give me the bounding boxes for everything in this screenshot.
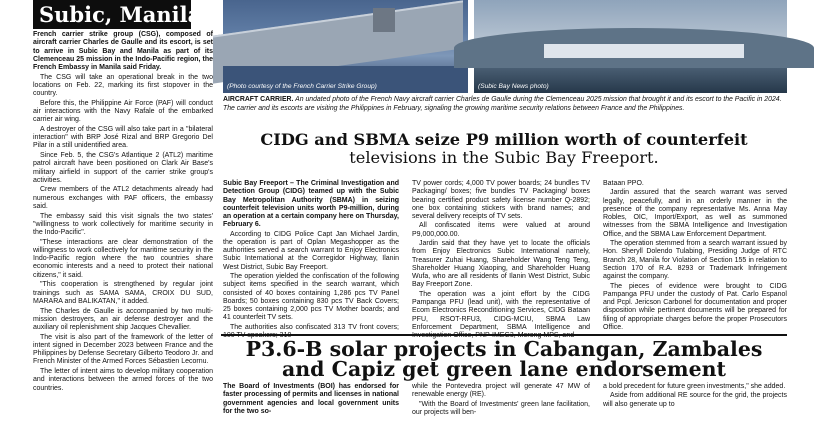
subic-bay-photo — [474, 0, 787, 93]
article1-lead: Subic Bay Freeport – The Criminal Investigation and Detection Group (CIDG) teamed up with the Subic Bay Metropolitan Authority (SBMA) in seizing counterfeit television units worth P9-million, during an operation at a certain company here on Thursday, February 6. — [223, 180, 399, 229]
left-article-paragraph: "These interactions are clear demonstration of the willingness to work collectively for maritime security in the Indo-Pacific region where the two countries share economic interests and a need to protect their national citizens," it said. — [33, 238, 213, 279]
carrier-island-shape — [373, 8, 395, 32]
left-article-paragraph: The Charles de Gaulle is accompanied by two multi-mission destroyers, an air defense destroyer and the auxiliary oil replenishment ship Jacques Chevallier. — [33, 307, 213, 332]
article1-headline-line1: CIDG and SBMA seize P9 million worth of counterfeit — [260, 130, 748, 149]
photo-credit-left: (Photo courtesy of the French Carrier Strike Group) — [227, 83, 377, 90]
section-divider — [221, 334, 787, 336]
article2-paragraph: a bold precedent for future green investments," she added. — [603, 383, 786, 390]
left-article-paragraph: Crew members of the ATL2 detachments already had numerous exchanges with PAF officers, the embassy said. — [33, 186, 213, 210]
article1-paragraph: TV power cords; 4,000 TV power boards; 24 bundles TV Packaging/ boxes; five bundles TV Packaging/ boxes bearing certified product safety license number Q-2892; one box containing stickers with brand names; and several delivery receipts of TV sets. — [412, 180, 590, 220]
article1-column-2 — [412, 180, 590, 332]
photo-credit-right: (Subic Bay News photo) — [478, 83, 549, 90]
article2-paragraph: Aside from additional RE source for the grid, the projects will also generate up to — [603, 392, 787, 408]
article2-column-1 — [223, 383, 399, 445]
left-article-lead: French carrier strike group (CSG), composed of aircraft carrier Charles de Gaulle and its escort, is set to arrive in Subic Bay and Manila as part of its Clemenceau 25 mission in the Indo-Pacific region, the French Embassy in Manila said Friday. — [33, 31, 213, 71]
article1-paragraph: The operation stemmed from a search warrant issued by Hon. Sheryll Dolendo Tulabing, Presiding Judge of RTC Branch 28, Manila for Violation of Section 155 in relation to Section 170 of R.A. 8293 or Trademark Infringement against the company. — [603, 240, 787, 281]
left-article-column — [33, 31, 213, 445]
article2-headline-line1: P3.6-B solar projects in Cabangan, Zambales — [245, 337, 763, 361]
article1-headline — [221, 131, 787, 167]
left-article-paragraph: Before this, the Philippine Air Force (PAF) will conduct air interactions with the Navy Rafale of the embarked carrier air wing. — [33, 99, 213, 124]
article1-paragraph: The authorities also confiscated 313 TV front covers; — [230, 323, 399, 331]
left-article-paragraph: A destroyer of the CSG will also take part in a "bilateral interaction" with BRP José Rizal and BRP Gregorio Del Pilar in a still unidentified area. — [33, 125, 213, 150]
article2-column-2 — [412, 383, 590, 445]
article2-lead: The Board of Investments (BOI) has endorsed for faster processing of permits and licenses in national government agencies and local government units for the two so- — [223, 383, 399, 415]
left-article-paragraph: The CSG will take an operational break in the two locations on Feb. 22, marking its first stopover in the country. — [33, 73, 213, 98]
article1-paragraph: According to CIDG Police Capt Jan Michael Jardin, the operation is part of Oplan Megashopper as the authorities served a search warrant to Enjoy Electronics Subic International at the Corregidor Highway, Ilanin West District, Subic Bay Freeport. — [223, 230, 399, 271]
article1-paragraph: Bataan PPO. — [603, 180, 644, 187]
article1-column-1 — [223, 180, 399, 332]
masthead-title: Subic, Manila — [33, 0, 191, 29]
article1-paragraph: The operation was a joint effort by the CIDG Pampanga PFU (lead unit), with the representative of Ecom Electronics Reconditioning Services, CIDG Bataan PFU, RSOT-RFU3, CIDG-MCIU, SBMA Law Enforcement Department, SBMA Intelligence and — [412, 290, 590, 331]
article2-paragraph: "With the Board of Investments' green lane facilitation, our projects will ben- — [412, 400, 590, 416]
article1-paragraph: Jardin said that they have yet to locate the officials from Enjoy Electronics Subic International namely, Treasurer Zuhai Huang, Shareholder Wang Teng Teng, Shareholder Huang Xiaoping, and Shareholder Huang Wufa, who are all residents of Ilanin West District, Subic Bay Freeport Zone. — [412, 240, 590, 289]
article2-column-3 — [603, 383, 787, 445]
article1-headline-line2: televisions in the Subic Bay Freeport. — [349, 148, 659, 167]
left-article-paragraph: The visit is also part of the framework of the letter of intent signed in December 2023 between France and the Philippines by Defense Secretary Gilberto Teodoro Jr. and French Minister of the Armed Forces Sébastien Lecornu. — [33, 333, 213, 366]
photo-caption — [223, 96, 785, 113]
article1-paragraph: The pieces of evidence were brought to CIDG Pampanga PFU under the custody of Pat. Carlo Espanol and Pcpl. Jericson Carbonel for documentation and proper disposition while pertinent documents will be prepared for filing of appropriate charges before the proper Prosecutors Office. — [603, 282, 787, 331]
left-article-paragraph: Since Feb. 5, the CSG's Atlantique 2 (ATL2) maritime patrol aircraft have been positioned on Clark Air Base's military airfield in support of the carrier strike group's activities. — [33, 152, 213, 184]
article2-headline — [221, 339, 787, 379]
left-article-paragraph: The letter of intent aims to develop military cooperation and interactions between the armed forces of the two countries. — [33, 368, 213, 392]
caption-text: An undated photo of the French Navy aircraft carrier Charles de Gaulle during the Clemenceau 2025 mission that brought it and its escort to the Pacific in 2024. The carrier and its escorts are visiting the Philippines in February, signaling the growing maritime security relations between France and the Philippines. — [223, 96, 782, 112]
article2-headline-line2: and Capiz get green lane endorsement — [281, 357, 726, 381]
left-article-paragraph: The embassy said this visit signals the two states' "willingness to work collectively for maritime security in the Indo-Pacific". — [33, 212, 213, 237]
left-article-paragraph: "This cooperation is strengthened by regular joint trainings such as SAMA SAMA, CROIX DU SUD, MARARA and BALIKATAN," it added. — [33, 281, 213, 305]
article1-paragraph: All confiscated items were valued at around P9,000,000.00. — [412, 222, 590, 238]
article1-column-3 — [603, 180, 787, 332]
ship-shape — [544, 44, 744, 58]
article1-paragraph: The operation yielded the confiscation of the following subject items specified in the search warrant, which consisted of 40 boxes containing 1,286 pcs TV Panel Boards; 50 boxes containing 830 pcs TV Back Covers; 25 boxes containing 2,000 pcs TV Mother boards; and 41 counterfeit TV sets. — [223, 273, 399, 322]
article2-paragraph: while the Pontevedra project will generate 47 MW of renewable energy (RE). — [412, 383, 590, 399]
caption-label: AIRCRAFT CARRIER. — [223, 96, 294, 103]
article1-paragraph: Jardin assured that the search warrant was served legally, peacefully, and in an orderly manner in the presence of the company representative Ms. Anna May Robles, OIC, Import/Export, as well as summoned witnesses from the SBMA Intelligence and Investigation Office, and the SBMA Law Enforcement Department. — [603, 189, 787, 238]
aircraft-carrier-photo — [223, 0, 468, 93]
